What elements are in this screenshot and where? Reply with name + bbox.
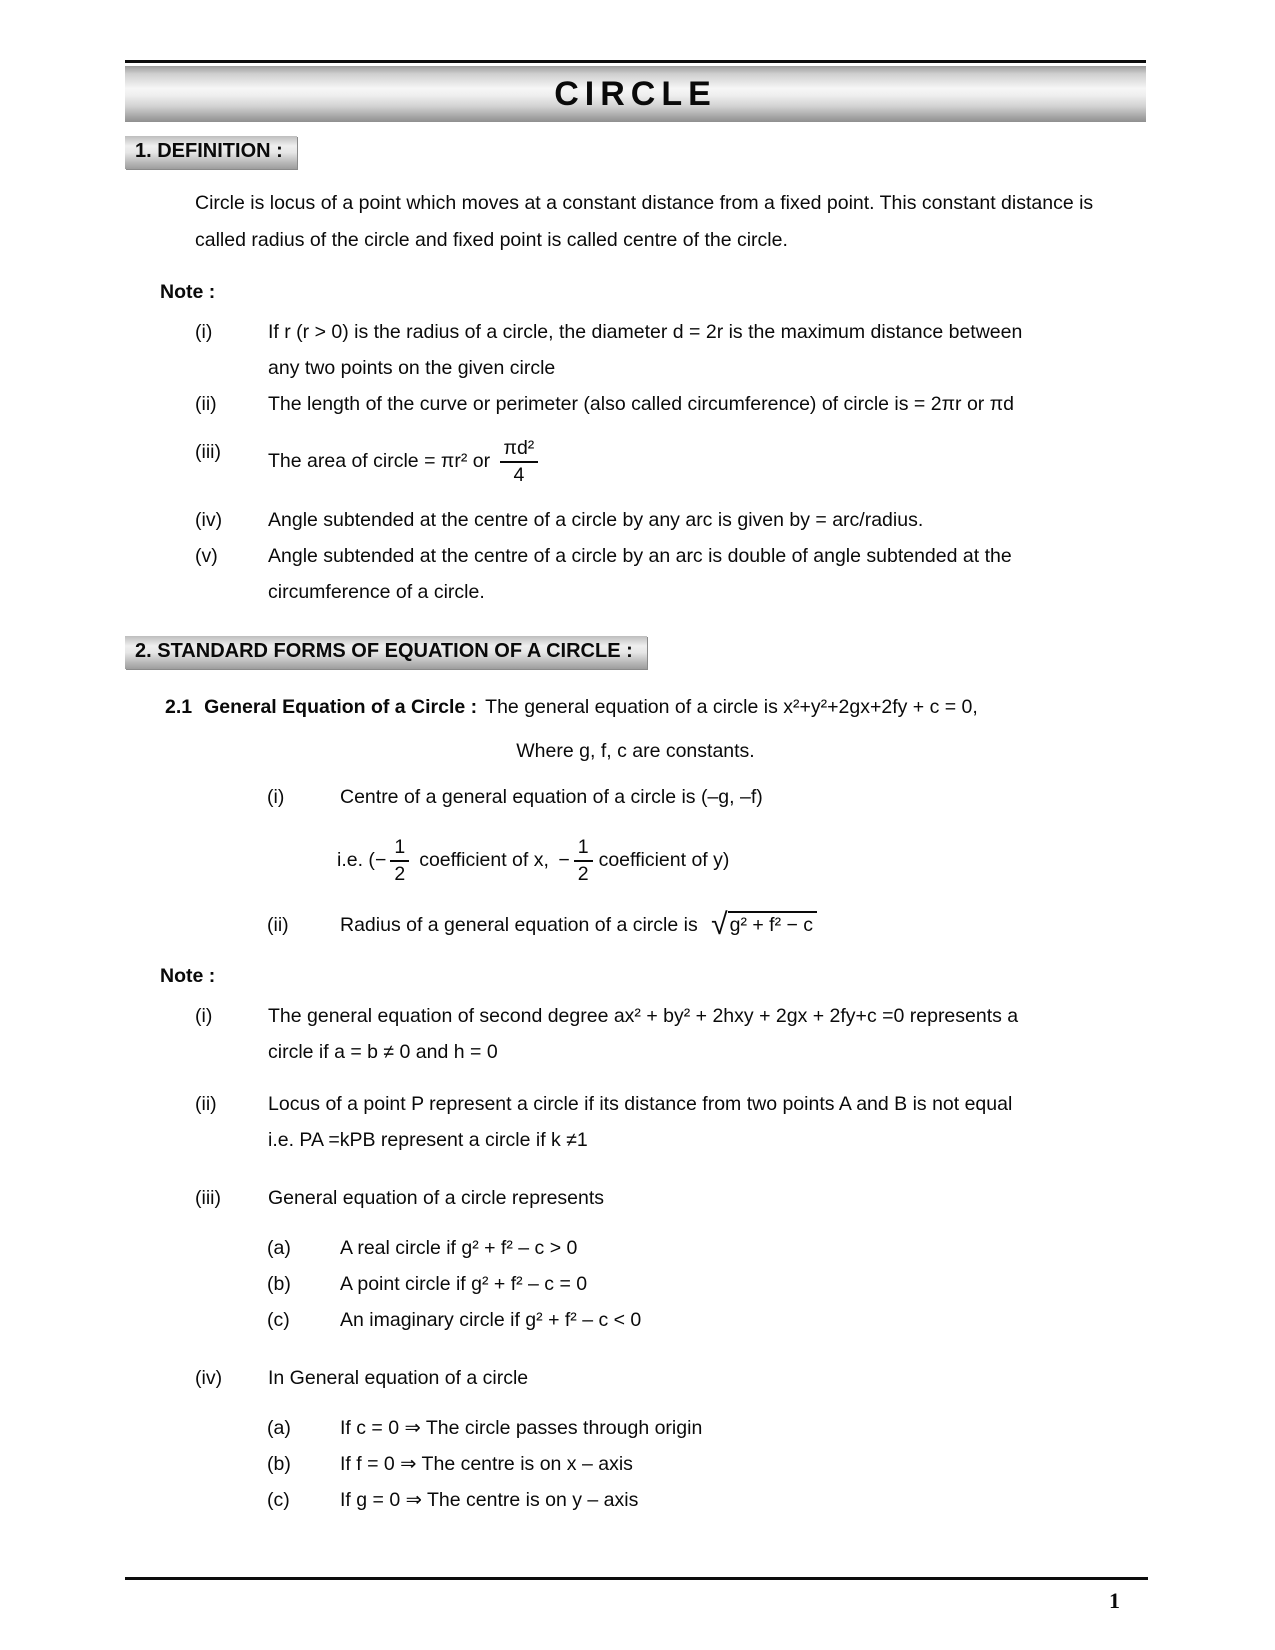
item-text: If g = 0 ⇒ The centre is on y – axis [340,1488,639,1511]
item-text: An imaginary circle if g² + f² – c < 0 [340,1308,642,1331]
centre-coefficient-formula [337,833,1146,889]
definition-note-item-i [195,314,1146,386]
coefficient-x-text: coefficient of x, [419,848,549,871]
item-text-line2: any two points on the given circle [268,357,556,379]
section-standard-forms-heading [125,636,647,669]
item-text [268,434,1146,490]
item-text: A real circle if g² + f² – c > 0 [340,1236,578,1259]
sf-note-item-iv [195,1360,1146,1396]
item-text [268,1086,1146,1158]
sf-note-item-iii [195,1180,1146,1216]
area-fraction [500,436,539,488]
radius-item [267,907,1146,943]
page-title-banner [125,66,1146,122]
item-label: (i) [195,321,213,343]
section-standard-forms-heading-label: 2. STANDARD FORMS OF EQUATION OF A CIRCLE : [135,639,633,662]
item-text [268,998,1146,1070]
sf-note-item-iii-c [267,1302,1146,1338]
page-content [125,60,1146,1518]
title-top-rule [125,60,1146,63]
item-label: (iv) [195,1366,223,1389]
item-label: (i) [267,785,285,808]
item-text [268,538,1146,610]
fraction-numerator: 1 [574,835,593,862]
subsection-title: General Equation of a Circle : [204,695,478,718]
sf-note-item-iv-b [267,1446,1146,1482]
item-label: (b) [267,1452,291,1475]
item-text: General equation of a circle represents [268,1186,605,1209]
footer-rule [125,1577,1148,1580]
sf-note-item-iv-a [267,1410,1146,1446]
definition-note-item-ii [195,386,1146,422]
item-text: Centre of a general equation of a circle is (–g, –f) [340,785,763,808]
item-text-line1: The general equation of second degree ax² + by² + 2hxy + 2gx + 2fy+c =0 represents a [268,1004,1019,1027]
item-text: If c = 0 ⇒ The circle passes through origin [340,1416,703,1439]
item-text: The length of the curve or perimeter (also called circumference) of circle is = 2πr or πd [268,393,1014,415]
item-text [340,907,1146,943]
page-title: CIRCLE [554,74,717,113]
item-text-line2: circle if a = b ≠ 0 and h = 0 [268,1040,498,1063]
sf-note-item-iii-b [267,1266,1146,1302]
sf-note-item-ii [195,1086,1146,1158]
fraction-numerator: πd² [500,436,539,463]
note-label-definition: Note : [160,281,216,303]
item-label: (ii) [195,1092,217,1115]
section-definition-heading [125,136,297,169]
fraction-denominator: 4 [513,464,525,487]
item-text: Angle subtended at the centre of a circle by any arc is given by = arc/radius. [268,508,924,531]
definition-note-item-v [195,538,1146,610]
item-label: (b) [267,1272,291,1295]
item-label: (i) [195,1004,213,1027]
definition-paragraph: Circle is locus of a point which moves at a constant distance from a fixed point. This constant distance is called radius of the circle and fixed point is called centre of the circle. [195,192,1094,251]
item-text: A point circle if g² + f² – c = 0 [340,1272,588,1295]
definition-note-item-iii [195,434,1146,490]
coefficient-y-text: coefficient of y) [598,848,730,871]
sf-note-item-iii-a [267,1230,1146,1266]
general-equation-text: The general equation of a circle is x²+y²+2gx+2fy + c = 0, [485,695,978,718]
centre-item [267,779,1146,815]
fraction-denominator: 2 [394,863,406,886]
item-label: (v) [195,544,218,567]
item-label: (a) [267,1236,291,1259]
definition-note-item-iv [195,502,1146,538]
fraction-one-half [574,835,593,887]
radius-formula-text: Radius of a general equation of a circle is [340,913,698,936]
item-label: (iii) [195,441,221,463]
note-label-standard-forms: Note : [160,964,216,987]
item-text-line1: Locus of a point P represent a circle if its distance from two points A and B is not equal [268,1092,1013,1115]
section-definition-heading-label: 1. DEFINITION : [135,140,283,162]
item-label: (a) [267,1416,291,1439]
item-label: (iv) [195,508,223,531]
fraction-one-half [390,835,409,887]
sqrt-expression [711,907,817,943]
radical-sign: √ [711,907,728,941]
item-text-line1: Angle subtended at the centre of a circle by an arc is double of angle subtended at the [268,544,1012,567]
subsection-number: 2.1 [165,695,193,718]
item-label: (c) [267,1308,290,1331]
item-text-line2: circumference of a circle. [268,580,485,603]
item-text: If f = 0 ⇒ The centre is on x – axis [340,1452,633,1475]
minus-sign: − [558,848,570,871]
area-formula-text: The area of circle = πr² or [268,450,491,473]
constants-line: Where g, f, c are constants. [516,739,755,762]
item-text: In General equation of a circle [268,1366,529,1389]
minus-sign: − [374,848,387,871]
item-label: (iii) [195,1186,221,1209]
sf-note-item-i [195,998,1146,1070]
subsection-2-1-heading [165,689,1146,725]
item-text [268,314,1146,386]
item-text-line1: If r (r > 0) is the radius of a circle, the diameter d = 2r is the maximum distance between [268,321,1023,343]
fraction-numerator: 1 [390,835,409,862]
ie-prefix: i.e. ( [337,848,375,871]
page-number: 1 [1109,1588,1120,1613]
radicand: g² + f² − c [728,911,817,936]
fraction-denominator: 2 [577,863,589,886]
item-label: (ii) [267,913,289,936]
sf-note-item-iv-c [267,1482,1146,1518]
item-label: (ii) [195,393,217,415]
item-text-line2: i.e. PA =kPB represent a circle if k ≠1 [268,1128,588,1151]
item-label: (c) [267,1488,290,1511]
